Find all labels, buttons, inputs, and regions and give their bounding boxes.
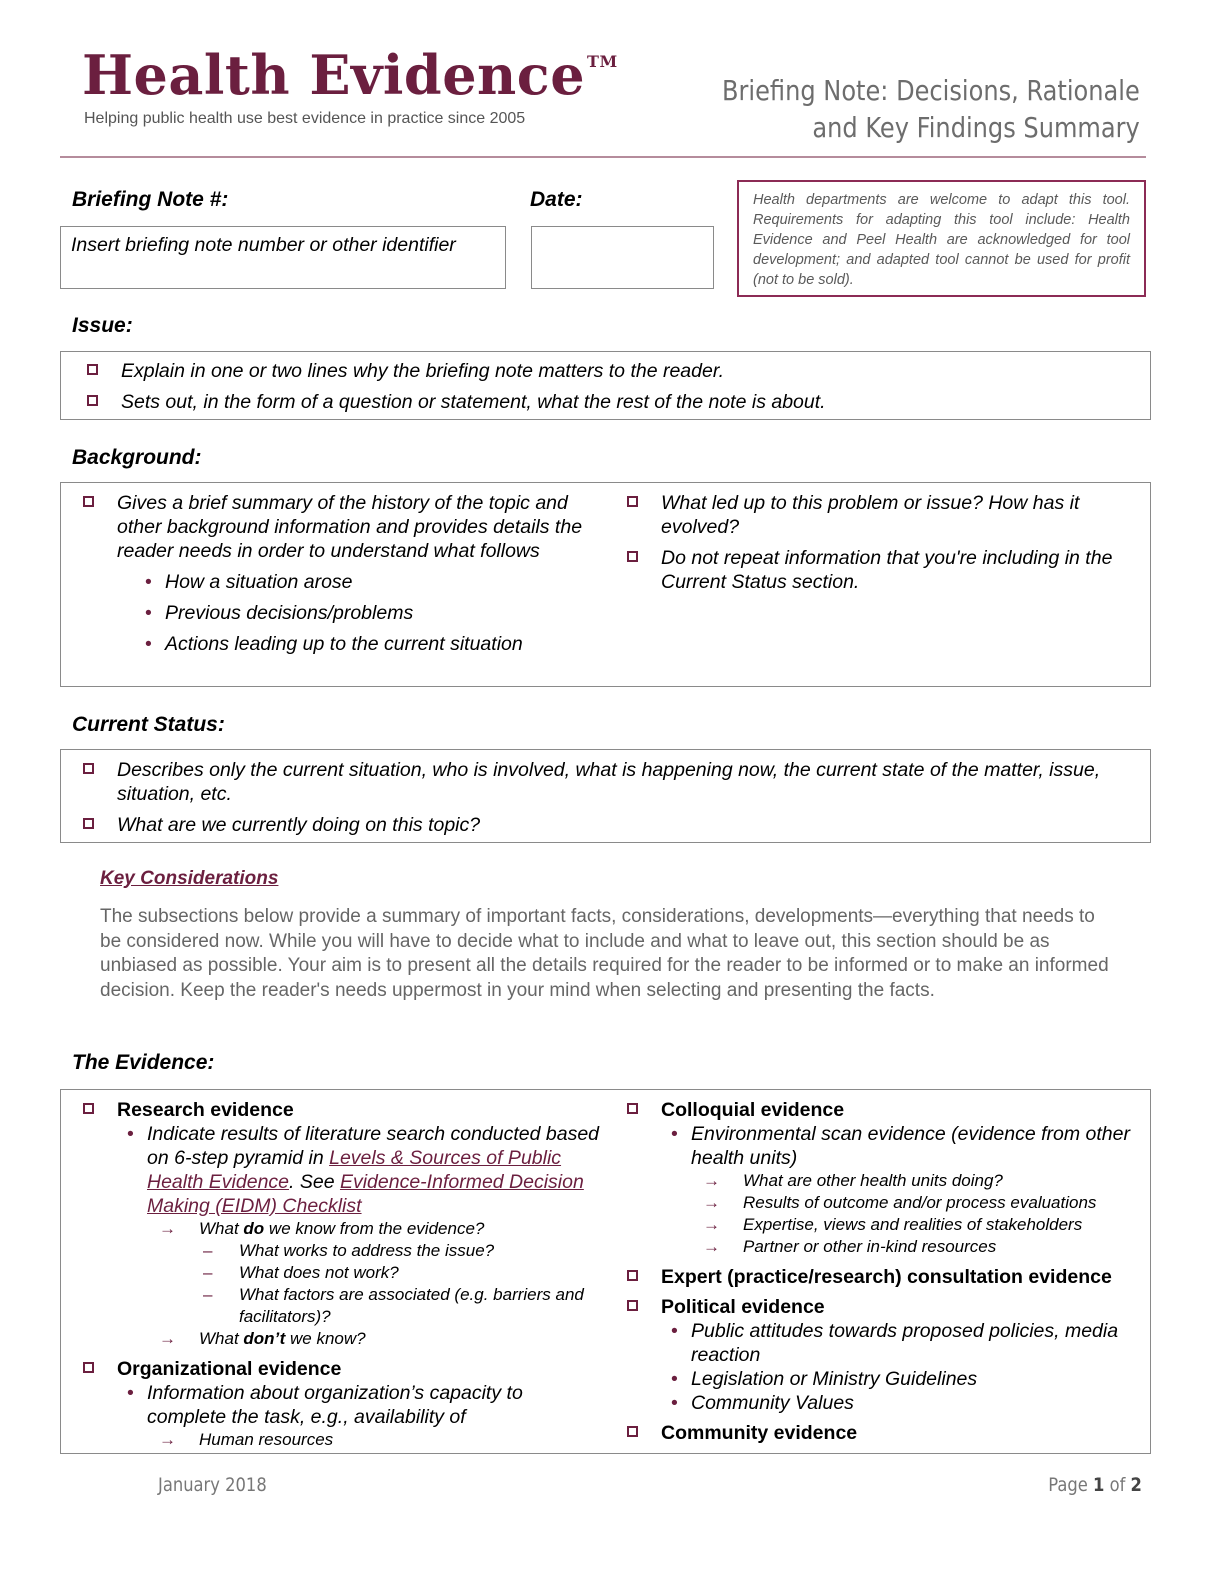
background-item: Do not repeat information that you're including in the Current Status section. [627, 546, 1137, 594]
background-item: What led up to this problem or issue? How has it evolved? [627, 491, 1137, 539]
issue-item: Sets out, in the form of a question or statement, what the rest of the note is about. [87, 390, 1150, 414]
current-status-box [60, 749, 1151, 843]
current-status-item: What are we currently doing on this topic? [83, 813, 1143, 837]
checkbox-icon [83, 818, 94, 829]
background-label: Background: [72, 446, 202, 469]
checkbox-icon [627, 1103, 638, 1114]
community-evidence-heading: Community evidence [627, 1421, 1142, 1445]
footer-date: January 2018 [158, 1474, 267, 1496]
evidence-box [60, 1089, 1151, 1454]
political-evidence-heading: Political evidence [627, 1295, 1142, 1319]
key-considerations-heading[interactable]: Key Considerations [100, 868, 279, 889]
arrow-item: → Partner or other in-kind resources [703, 1236, 1142, 1258]
organizational-evidence-bullet: • Information about organization’s capacity to complete the task, e.g., availability of [127, 1381, 603, 1429]
arrow-item: → What are other health units doing? [703, 1170, 1142, 1192]
evidence-left-column [83, 1098, 603, 1451]
logo-tagline: Helping public health use best evidence in practice since 2005 [84, 110, 526, 127]
political-evidence-bullet: • Community Values [671, 1391, 1142, 1415]
colloquial-evidence-bullet: • Environmental scan evidence (evidence from other health units) [671, 1122, 1142, 1170]
evidence-label: The Evidence: [72, 1051, 215, 1074]
briefing-number-label: Briefing Note #: [72, 188, 229, 211]
briefing-number-field[interactable]: Insert briefing note number or other identifier [60, 226, 506, 289]
document-title: Briefing Note: Decisions, Rationale and Key Findings Summary [722, 74, 1140, 144]
date-label: Date: [530, 188, 583, 211]
header-divider [60, 156, 1146, 158]
political-evidence-bullet: • Public attitudes towards proposed policies, media reaction [671, 1319, 1142, 1367]
background-box [60, 482, 1151, 687]
issue-box [60, 351, 1151, 420]
current-status-item: Describes only the current situation, who is involved, what is happening now, the current state of the matter, issue, situation, etc. [83, 758, 1143, 806]
checkbox-icon [627, 496, 638, 507]
colloquial-evidence-heading: Colloquial evidence [627, 1098, 1142, 1122]
expert-evidence-heading: Expert (practice/research) consultation evidence [627, 1265, 1142, 1289]
trademark-symbol: TM [587, 52, 618, 71]
checkbox-icon [83, 1103, 94, 1114]
checkbox-icon [627, 1270, 638, 1281]
checkbox-icon [627, 1300, 638, 1311]
checkbox-icon [87, 395, 98, 406]
checkbox-icon [87, 364, 98, 375]
background-bullet: • Actions leading up to the current situation [145, 632, 583, 656]
checkbox-icon [83, 763, 94, 774]
dash-item: – What does not work? [203, 1262, 603, 1284]
arrow-item: → Human resources [159, 1429, 603, 1451]
research-evidence-heading: Research evidence [83, 1098, 603, 1122]
checkbox-icon [83, 496, 94, 507]
key-considerations-paragraph: The subsections below provide a summary of important facts, considerations, developments—everything that needs to be considered now. While you will have to decide what to include and what to leave out, this section should be as unbiased as possible. Your aim is to present all the details required for the reader to be informed or to make an informed decision. Keep the reader's needs uppermost in your mind when selecting and presenting the facts. [100, 906, 1109, 1001]
background-item: Gives a brief summary of the history of the topic and other background information and provides details the reader needs in order to understand what follows [83, 491, 583, 563]
current-status-label: Current Status: [72, 713, 225, 736]
background-bullet: • How a situation arose [145, 570, 583, 594]
logo-title: Health Evidence ™ [82, 43, 618, 107]
page-number: Page 1 of 2 [1048, 1474, 1142, 1496]
background-bullet: • Previous decisions/problems [145, 601, 583, 625]
political-evidence-bullet: • Legislation or Ministry Guidelines [671, 1367, 1142, 1391]
arrow-item: → Results of outcome and/or process evaluations [703, 1192, 1142, 1214]
adaptation-note: Health departments are welcome to adapt this tool. Requirements for adapting this tool include: Health Evidence and Peel Health are acknowledged for tool development; and adapted tool cannot be used for profit (not to be sold). [737, 180, 1146, 297]
levels-sources-link[interactable]: Levels & Sources of Public Health Evidence [147, 1147, 562, 1193]
issue-label: Issue: [72, 314, 133, 337]
checkbox-icon [83, 1362, 94, 1373]
background-left-column [83, 491, 583, 656]
research-evidence-bullet: • Indicate results of literature search conducted based on 6-step pyramid in Levels & Sources of Public Health Evidence. See Evidence-Informed Decision Making (EIDM) Checklist [127, 1122, 603, 1218]
checkbox-icon [627, 1426, 638, 1437]
arrow-item: → Expertise, views and realities of stakeholders [703, 1214, 1142, 1236]
dash-item: – What works to address the issue? [203, 1240, 603, 1262]
background-right-column [627, 491, 1137, 594]
organizational-evidence-heading: Organizational evidence [83, 1357, 603, 1381]
date-field[interactable] [531, 226, 714, 289]
arrow-item: → What do we know from the evidence? [159, 1218, 603, 1240]
arrow-item: → What don’t we know? [159, 1328, 603, 1350]
checkbox-icon [627, 551, 638, 562]
evidence-right-column [627, 1098, 1142, 1445]
dash-item: – What factors are associated (e.g. barriers and facilitators)? [203, 1284, 603, 1328]
issue-item: Explain in one or two lines why the briefing note matters to the reader. [87, 359, 1150, 383]
eidm-checklist-link[interactable]: Evidence-Informed Decision Making (EIDM) Checklist [147, 1171, 584, 1217]
